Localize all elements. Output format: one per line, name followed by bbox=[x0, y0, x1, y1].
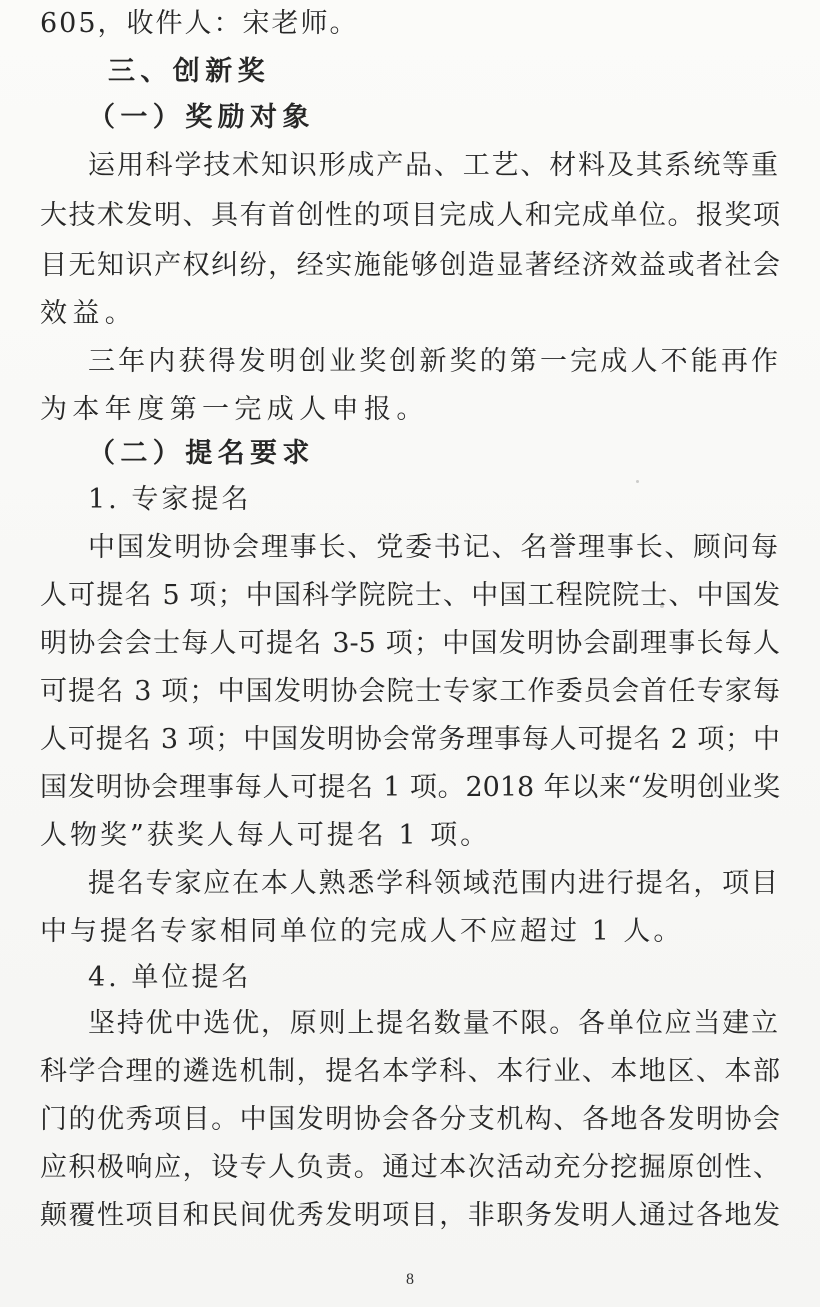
page-number: 8 bbox=[406, 1271, 414, 1288]
text-line-continuation: 605，收件人：宋老师。 bbox=[40, 8, 359, 39]
paragraph-line: 中与提名专家相同单位的完成人不应超过 1 人。 bbox=[40, 916, 684, 947]
paragraph-line: 提名专家应在本人熟悉学科领域范围内进行提名，项目 bbox=[88, 868, 778, 899]
paragraph-line: 颠覆性项目和民间优秀发明项目，非职务发明人通过各地发 bbox=[40, 1200, 780, 1231]
paragraph-line: 为本年度第一完成人申报。 bbox=[40, 394, 429, 425]
section-heading-innovation-award: 三、创新奖 bbox=[108, 56, 270, 87]
paragraph-line: 坚持优中选优，原则上提名数量不限。各单位应当建立 bbox=[88, 1008, 778, 1039]
paragraph-line: 人可提名 3 项；中国发明协会常务理事每人可提名 2 项；中 bbox=[40, 724, 780, 755]
subheading-award-target: （一）奖励对象 bbox=[88, 102, 315, 133]
paragraph-line: 目无知识产权纠纷，经实施能够创造显著经济效益或者社会 bbox=[40, 250, 780, 281]
paragraph-line: 中国发明协会理事长、党委书记、名誉理事长、顾问每 bbox=[88, 532, 778, 563]
paragraph-line: 门的优秀项目。中国发明协会各分支机构、各地各发明协会 bbox=[40, 1104, 780, 1135]
scan-speck bbox=[660, 604, 664, 608]
paragraph-line: 三年内获得发明创业奖创新奖的第一完成人不能再作 bbox=[88, 346, 778, 377]
paragraph-line: 运用科学技术知识形成产品、工艺、材料及其系统等重 bbox=[88, 150, 778, 181]
paragraph-line: 大技术发明、具有首创性的项目完成人和完成单位。报奖项 bbox=[40, 200, 780, 231]
paragraph-line: 明协会会士每人可提名 3-5 项；中国发明协会副理事长每人 bbox=[40, 628, 780, 659]
paragraph-line: 国发明协会理事每人可提名 1 项。2018 年以来“发明创业奖 bbox=[40, 772, 780, 803]
paragraph-line: 人可提名 5 项；中国科学院院士、中国工程院院士、中国发 bbox=[40, 580, 780, 611]
item-heading-expert-nomination: 1. 专家提名 bbox=[88, 484, 252, 515]
item-heading-unit-nomination: 4. 单位提名 bbox=[88, 962, 252, 993]
paragraph-line: 效益。 bbox=[40, 298, 138, 329]
paragraph-line: 应积极响应，设专人负责。通过本次活动充分挖掘原创性、 bbox=[40, 1152, 780, 1183]
subheading-nomination-requirements: （二）提名要求 bbox=[88, 438, 315, 469]
paragraph-line: 人物奖”获奖人每人可提名 1 项。 bbox=[40, 820, 491, 851]
paragraph-line: 可提名 3 项；中国发明协会院士专家工作委员会首任专家每 bbox=[40, 676, 780, 707]
scan-speck bbox=[636, 480, 639, 483]
paragraph-line: 科学合理的遴选机制，提名本学科、本行业、本地区、本部 bbox=[40, 1056, 780, 1087]
